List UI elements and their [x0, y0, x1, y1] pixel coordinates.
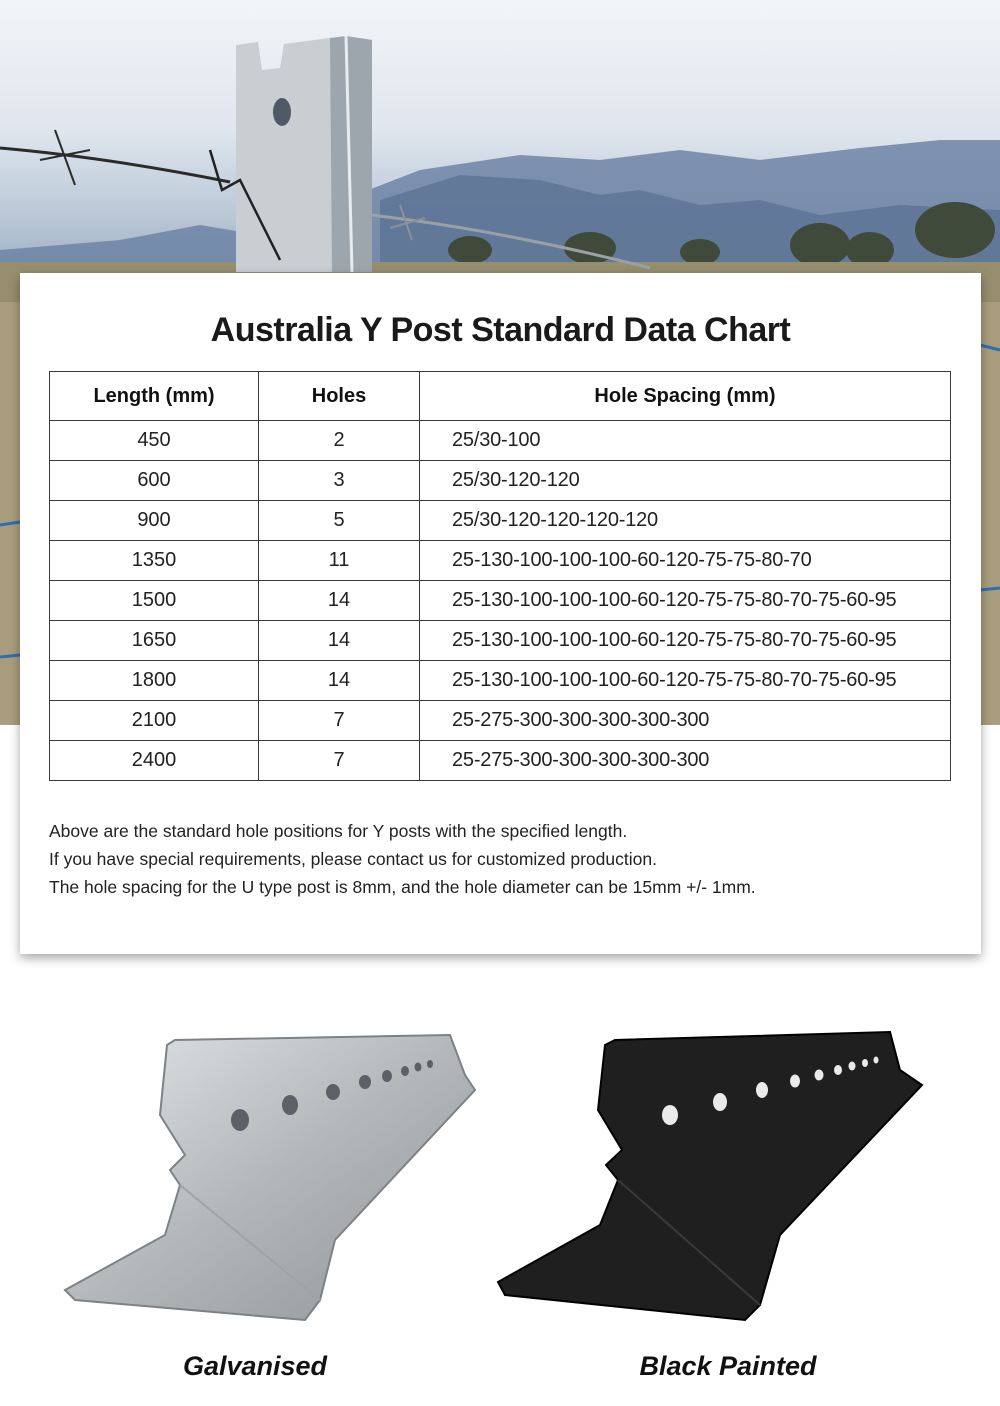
table-row: [50, 461, 951, 501]
table-header-row: [50, 372, 951, 421]
galvanised-post-image: [55, 1020, 485, 1330]
cell-length: 600: [50, 461, 259, 501]
galvanised-post-icon: [55, 1020, 485, 1330]
spec-table: [49, 371, 951, 781]
table-row: [50, 621, 951, 661]
cell-length: 2100: [50, 701, 259, 741]
cell-holes: 11: [259, 541, 420, 581]
cell-length: 1800: [50, 661, 259, 701]
cell-length: 1650: [50, 621, 259, 661]
black-painted-post-image: [490, 1020, 930, 1330]
cell-holes: 3: [259, 461, 420, 501]
chart-title: Australia Y Post Standard Data Chart: [210, 311, 791, 349]
cell-hole-spacing: 25-130-100-100-100-60-120-75-75-80-70-75-60-95: [420, 581, 951, 621]
cell-hole-spacing: 25-130-100-100-100-60-120-75-75-80-70-75-60-95: [420, 661, 951, 701]
cell-length: 1350: [50, 541, 259, 581]
note-line: Above are the standard hole positions for Y posts with the specified length.: [49, 821, 628, 841]
cell-holes: 5: [259, 501, 420, 541]
cell-hole-spacing: 25-130-100-100-100-60-120-75-75-80-70-75-60-95: [420, 621, 951, 661]
header-holes: Holes: [259, 372, 420, 421]
header-length: Length (mm): [50, 372, 259, 421]
chart-notes: [49, 817, 949, 901]
galvanised-caption: Galvanised: [182, 1351, 328, 1381]
table-row: [50, 701, 951, 741]
cell-hole-spacing: 25/30-100: [420, 421, 951, 461]
header-hole-spacing: Hole Spacing (mm): [420, 372, 951, 421]
cell-length: 1500: [50, 581, 259, 621]
cell-hole-spacing: 25/30-120-120-120-120: [420, 501, 951, 541]
cell-length: 450: [50, 421, 259, 461]
cell-holes: 14: [259, 621, 420, 661]
cell-hole-spacing: 25-275-300-300-300-300-300: [420, 701, 951, 741]
table-row: [50, 541, 951, 581]
table-row: [50, 741, 951, 781]
note-line: If you have special requirements, please contact us for customized production.: [49, 849, 657, 869]
data-chart-card: [20, 273, 981, 954]
cell-holes: 14: [259, 581, 420, 621]
cell-hole-spacing: 25-130-100-100-100-60-120-75-75-80-70: [420, 541, 951, 581]
cell-hole-spacing: 25-275-300-300-300-300-300: [420, 741, 951, 781]
note-line: The hole spacing for the U type post is 8mm, and the hole diameter can be 15mm +/- 1mm.: [49, 877, 756, 897]
table-row: [50, 581, 951, 621]
cell-holes: 7: [259, 701, 420, 741]
cell-length: 900: [50, 501, 259, 541]
cell-holes: 2: [259, 421, 420, 461]
cell-holes: 7: [259, 741, 420, 781]
cell-length: 2400: [50, 741, 259, 781]
table-row: [50, 661, 951, 701]
table-row: [50, 501, 951, 541]
cell-holes: 14: [259, 661, 420, 701]
black-painted-post-icon: [490, 1020, 930, 1330]
cell-hole-spacing: 25/30-120-120: [420, 461, 951, 501]
table-row: [50, 421, 951, 461]
black-painted-caption: Black Painted: [639, 1351, 817, 1381]
